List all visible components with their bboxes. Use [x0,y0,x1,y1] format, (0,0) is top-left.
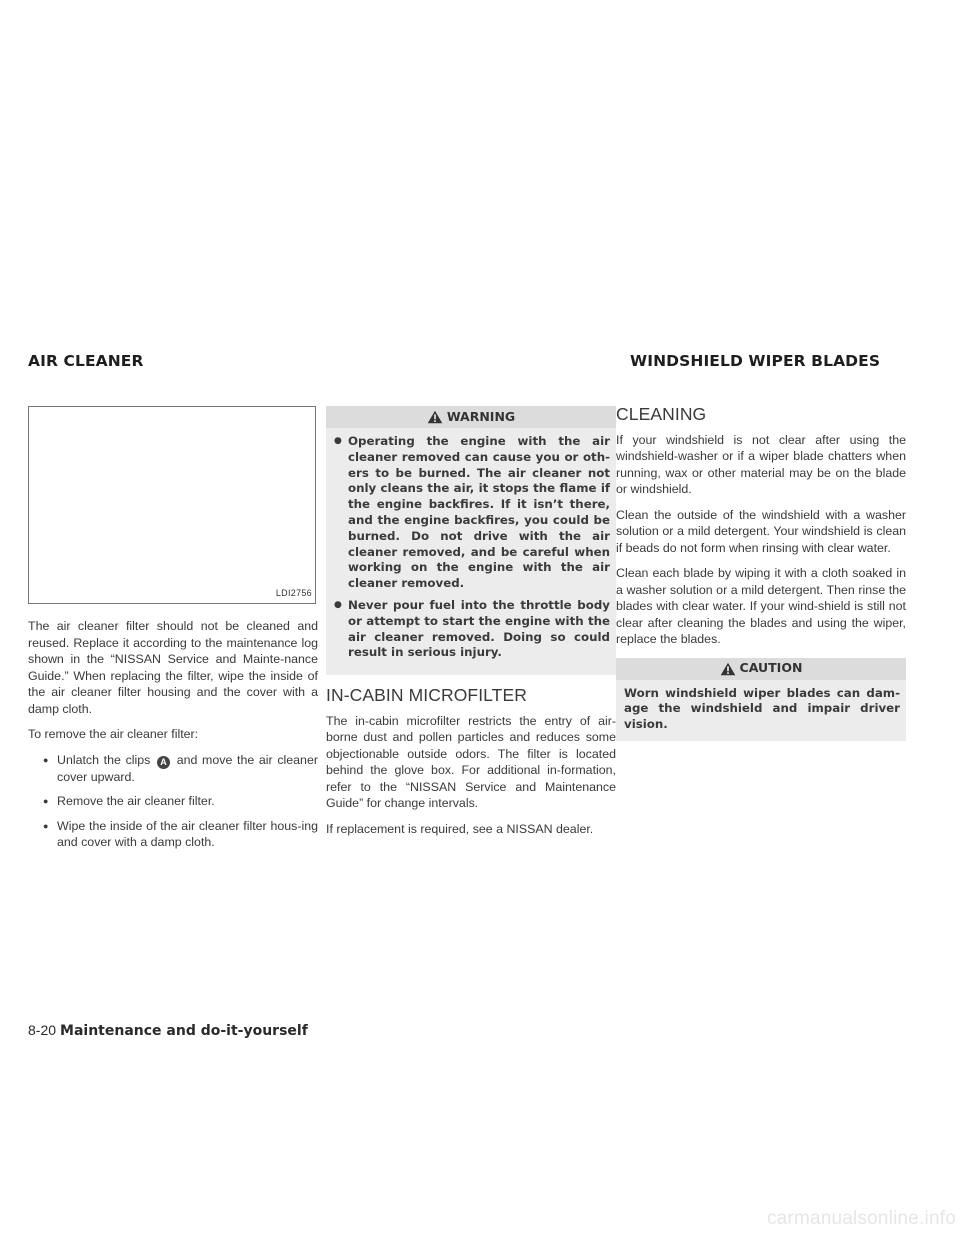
section-heading-wiper-blades: WINDSHIELD WIPER BLADES [630,352,881,370]
warning-title: WARNING [446,408,516,424]
cleaning-paragraph: If your windshield is not clear after using the windshield-washer or if a wiper blade chatters when running, wax or other material may be on the blade or windshield. [616,432,906,496]
footer-section-title: Maintenance and do-it-yourself [60,1023,308,1039]
microfilter-heading: IN-CABIN MICROFILTER [326,685,527,706]
list-item: ● Operating the engine with the air cleaner removed can cause you or oth-ers to be burned. The air cleaner not only cleans the air, it stops the flame if the engine backfires. If it isn’t there, and the engine backfires, you could be burned. Do not drive with the air cleaner removed, and be careful when working on the engine with the air cleaner removed. [334,434,610,592]
warning-triangle-icon [720,662,736,676]
microfilter-paragraph: If replacement is required, see a NISSAN dealer. [326,821,594,836]
warning-list [334,434,610,661]
page-number: 8-20 [28,1022,57,1038]
list-item: ● Remove the air cleaner filter. [28,793,318,810]
warning-triangle-icon [427,410,443,424]
cleaning-paragraph: Clean each blade by wiping it with a cloth soaked in a washer solution or a mild detergent. Then rinse the blades with clear water. If your wind-shield is still not clear after cleaning the blades and using the wiper, replace the blades. [616,566,906,646]
caution-title: CAUTION [739,660,803,676]
step-text-before: Unlatch the clips [57,752,151,767]
page-footer [28,1022,308,1039]
figure-id: LDI2756 [275,587,312,598]
callout-a-icon: A [157,756,170,769]
caution-text: Worn windshield wiper blades can dam-age the windshield and impair driver vision. [624,685,900,732]
column-air-cleaner [28,406,318,859]
air-cleaner-intro: The air cleaner filter should not be cleaned and reused. Replace it according to the maintenance log shown in the “NISSAN Service and Mainte-nance Guide.” When replacing the filter, wipe the inside of the air cleaner filter housing and the cover with a damp cloth. [28,619,318,716]
cleaning-paragraph: Clean the outside of the windshield with a washer solution or a mild detergent. Your windshield is clean if beads do not form when rinsing with clear water. [616,507,906,555]
caution-box [616,658,906,741]
remove-filter-label: To remove the air cleaner filter: [28,727,199,741]
list-item: ● Wipe the inside of the air cleaner filter hous-ing and cover with a damp cloth. [28,818,318,851]
list-item [28,752,318,786]
warning-title-bar [326,406,616,428]
step-text-after: and move the air cleaner cover upward. [57,752,318,784]
remove-steps-list [28,752,318,851]
caution-title-bar [616,658,906,680]
list-item: ● Never pour fuel into the throttle body or attempt to start the engine with the air cleaner removed. Doing so could result in serious injury. [334,598,610,661]
warning-box [326,406,616,675]
section-heading-air-cleaner: AIR CLEANER [28,352,144,370]
air-cleaner-figure [28,406,316,604]
cleaning-heading: CLEANING [616,404,707,424]
watermark: carmanualsonline.info [766,1208,956,1229]
column-warning-microfilter [326,406,616,846]
column-cleaning [616,406,906,741]
microfilter-paragraph: The in-cabin microfilter restricts the entry of air-borne dust and pollen particles and reduces some objectionable outside odors. The filter is located behind the glove box. For additional in-formation, refer to the “NISSAN Service and Maintenance Guide” for change intervals. [326,713,616,811]
